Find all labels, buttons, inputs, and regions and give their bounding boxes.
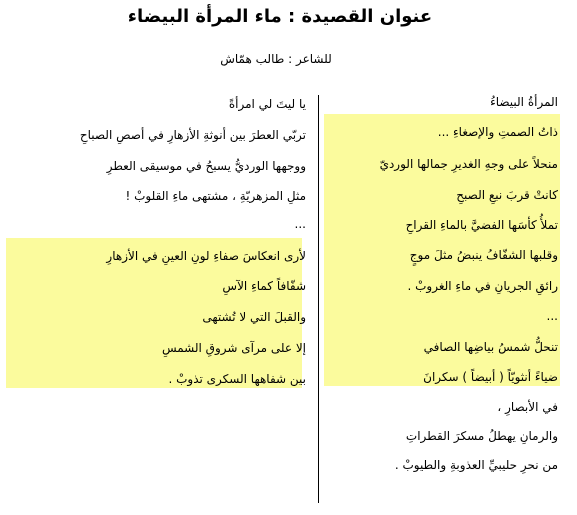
verse-line: في الأبصارِ ، xyxy=(497,400,558,414)
verse-line: رائقِ الجريانِ في ماءِ الغروبْ . xyxy=(407,279,558,293)
poem-title: عنوان القصيدة : ماء المرأة البيضاء xyxy=(127,6,433,27)
verse-line: يا ليتَ لي امرأةً xyxy=(228,97,306,111)
column-divider xyxy=(318,95,319,503)
verse-line: مثلِ المزهريّةِ ، مشتهى ماءِ القلوبْ ! xyxy=(125,189,306,203)
poet-credit: للشاعر : طالب همّاش xyxy=(220,52,332,66)
verse-line: والقبلَ التي لا تُشتهى xyxy=(202,310,306,324)
verse-line: ... xyxy=(546,309,558,323)
verse-line: شفّافاً كماءِ الآسِ xyxy=(222,279,306,293)
verse-line: وقلبها الشفّافُ ينبضُ مثلَ موجٍ xyxy=(409,248,558,262)
verse-line: ذاتُ الصمتِ والإصغاءِ ... xyxy=(437,125,558,139)
verse-line: إلا على مرآى شروقِ الشمسِ xyxy=(161,341,306,355)
verse-line: بين شفاهها السكرى تذوبْ . xyxy=(168,372,306,386)
verse-line: المرأةُ البيضاءُ xyxy=(490,95,558,109)
verse-line: لأرى انعكاسَ صفاءِ لونِ العينِ في الأزهارِ xyxy=(106,249,306,263)
verse-line: تملأُ كأسَها الفضيَّ بالماءِ القراحِ xyxy=(405,218,558,232)
verse-line: ووجهها الورديُّ يسبحُ في موسيقى العطرِ xyxy=(106,159,306,173)
verse-line: تربّي العطرَ بين أنوثةِ الأزهارِ في أصصِ الصباحِ xyxy=(79,128,306,142)
verse-line: والرمانِ يهطلُ مسكرَ القطراتِ xyxy=(405,429,558,443)
verse-line: من نحرِ حليبيِّ العذوبةِ والطيوبْ . xyxy=(394,458,558,472)
verse-line: منحلاً على وجهِ الغديرِ جمالها الورديّ xyxy=(379,157,558,171)
verse-line: ضياءً أنثويّاً ( أبيضاً ) سكرانَ xyxy=(423,370,558,384)
verse-line: كانتْ قربَ نبعِ الصبحِ xyxy=(456,188,558,202)
verse-line: تنحلُّ شمسُ بياضِها الصافي xyxy=(423,340,558,354)
verse-line: ... xyxy=(294,217,306,231)
